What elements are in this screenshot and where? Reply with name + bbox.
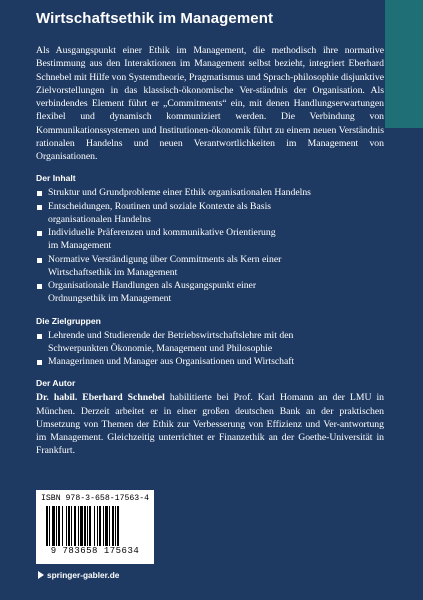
bullet-icon <box>37 191 42 196</box>
list-item-text: im Management <box>48 240 112 252</box>
list-item <box>36 355 384 368</box>
list-item-text: Individuelle Präferenzen und kommunikative Orientierung <box>48 227 276 238</box>
inhalt-list <box>36 186 384 305</box>
bullet-icon <box>37 205 42 210</box>
author-name: Dr. habil. Eberhard Schnebel <box>36 392 165 404</box>
book-title: Wirtschaftsethik im Management <box>36 10 274 27</box>
zielgruppen-list <box>36 329 384 369</box>
isbn-barcode <box>36 490 154 564</box>
list-item-text: Lehrende und Studierende der Betriebswirtschaftslehre mit den <box>48 329 294 341</box>
author-text: habilitierte bei Prof. Karl Homann an der LMU in <box>164 392 384 404</box>
list-item-text: Managerinnen und Manager aus Organisationen und Wirtschaft <box>48 356 295 367</box>
list-item <box>36 200 384 227</box>
intro-line: Als Ausgangspunkt einer Ethik im Management, die methodisch ihre normative <box>36 45 384 56</box>
bullet-icon <box>37 284 42 289</box>
intro-line: Bestimmung aus den Interaktionen im Management selbst bezieht, integriert <box>36 58 345 70</box>
website-text: springer-gabler.de <box>47 570 120 580</box>
inhalt-heading: Der Inhalt <box>36 173 76 184</box>
arrow-right-icon <box>38 571 44 579</box>
isbn-label: ISBN 978-3-658-17563-4 <box>40 494 150 503</box>
list-item <box>36 329 384 356</box>
list-item-text: Normative Verständigung über Commitments als Kern einer <box>48 253 282 265</box>
back-cover-content <box>36 44 384 458</box>
intro-paragraph <box>36 44 384 163</box>
accent-bar <box>385 0 423 128</box>
intro-line: Eberhard Schnebel mit Hilfe von Systemtheorie, Pragmatismus und Sprach- <box>36 58 385 83</box>
list-item <box>36 226 384 253</box>
bullet-icon <box>37 231 42 236</box>
barcode-digits: 9 783658 175634 <box>50 546 140 556</box>
barcode-image <box>46 506 144 546</box>
list-item-text: Ordnungsethik im Management <box>48 293 172 305</box>
author-text: Umsetzung von Themen der Ethik zur Verbesserung von Effizienz und Ver- <box>36 418 340 430</box>
publisher-website[interactable] <box>38 570 119 580</box>
autor-heading: Der Autor <box>36 378 76 389</box>
list-item-text: organisationalen Handelns <box>48 213 151 225</box>
author-text: antwortung im Management. Gleichzeitig unterrichtet er Finanzethik an der <box>36 418 384 443</box>
intro-line: philosophie disjunktive Zielvorstellungen in das klassisch-ökonomische Ver- <box>36 71 385 96</box>
intro-line: ein, mit denen Handlungserwartungen flexibel und dynamisch kommuniziert <box>36 98 384 123</box>
list-item-text: Organisationale Handlungen als Ausgangspunkt einer <box>48 280 257 291</box>
bullet-icon <box>37 334 42 339</box>
author-bio <box>36 391 384 457</box>
list-item <box>36 279 384 306</box>
intro-line: ökonomik führt zu einem neuen Verständnis rationalen Handelns und neuen <box>36 124 385 149</box>
zielgruppen-heading: Die Zielgruppen <box>36 315 101 326</box>
author-text: Goethe-Universität in Frankfurt. <box>36 432 385 457</box>
bullet-icon <box>37 360 42 365</box>
list-item <box>36 186 384 199</box>
author-text: München. Derzeit arbeitet er in einer großen deutschen Bank an der praktischen <box>36 405 384 417</box>
bullet-icon <box>37 258 42 263</box>
list-item-text: Struktur und Grundprobleme einer Ethik organisationalen Handelns <box>48 187 311 199</box>
list-item-text: Entscheidungen, Routinen und soziale Kontexte als Basis <box>48 200 272 212</box>
intro-line: werden. Die Verbindung von Kommunikationssystemen und Institutionen- <box>36 111 385 136</box>
list-item-text: Wirtschaftsethik im Management <box>48 266 178 278</box>
list-item <box>36 253 384 280</box>
intro-line: Verantwortlichkeiten im Management von Organisationen. <box>36 137 384 162</box>
list-item-text: Schwerpunkten Ökonomie, Management und Philosophie <box>48 342 273 354</box>
intro-line: ständnis der Organisation. Als verbindendes Element führt er „Commitments“ <box>36 84 385 109</box>
